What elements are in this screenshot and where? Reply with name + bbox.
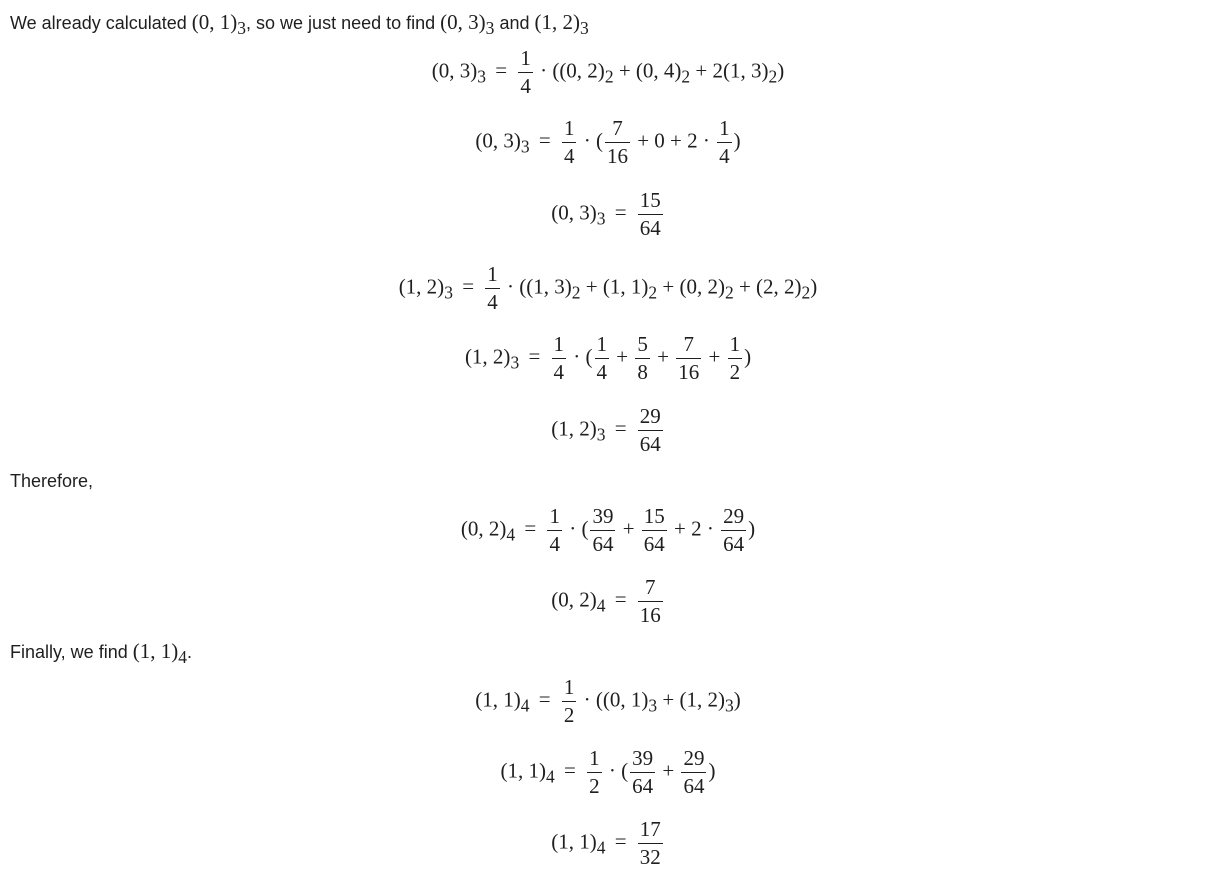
fraction: $\frac{7}{16}$ — [639, 575, 661, 627]
intro-text-1: We already calculated — [10, 13, 187, 33]
equation-1: (0, $3)_3$ = $\frac{1}{4}$ · ((0, $2)_2 + (0$, $4)_2 + 2(1$, $3)_2$) — [431, 46, 785, 98]
fraction: $\frac{29}{64}$ — [639, 404, 661, 456]
fraction: $\frac{5}{8}$ — [637, 332, 648, 384]
fraction: $\frac{39}{64}$ — [632, 746, 654, 798]
fraction: $\frac{1}{4}$ — [719, 116, 730, 168]
intro-math-2: (0, $3)_3$ — [440, 10, 495, 39]
fraction: $\frac{1}{4}$ — [596, 332, 608, 384]
fraction: $\frac{15}{64}$ — [643, 504, 665, 556]
fraction: $\frac{1}{4}$ — [487, 262, 498, 314]
fraction: $\frac{1}{2}$ — [729, 332, 741, 384]
intro-text-2: , so we just need to find — [246, 13, 436, 33]
finally-line: Finally, we find (1, $1)_4$. — [10, 639, 192, 668]
equation-2: (0, $3)_3$ = $\frac{1}{4}$ · ( $\frac{7}{16}$ + 0 + 2 · $\frac{1}{4}$ ) — [475, 116, 741, 168]
fraction: $\frac{1}{4}$ — [549, 504, 560, 556]
fraction: $\frac{29}{64}$ — [723, 504, 745, 556]
equation-4: (1, $2)_3$ = $\frac{1}{4}$ · ((1, $3)_2 + (1$, $1)_2 + (0$, $2)_2 + (2$, $2)_2$) — [398, 262, 818, 314]
fraction: $\frac{7}{16}$ — [606, 116, 628, 168]
fraction: $\frac{1}{2}$ — [589, 746, 600, 798]
fraction: $\frac{39}{64}$ — [592, 504, 614, 556]
intro-line — [10, 10, 589, 40]
equation-8: (0, $2)_4$ = $\frac{7}{16}$ — [551, 575, 661, 627]
fraction: $\frac{15}{64}$ — [639, 188, 661, 240]
fraction: $\frac{1}{2}$ — [563, 675, 575, 727]
intro-math-1: (0, $1)_3$ — [191, 10, 247, 39]
finally-text: Finally, we find — [10, 642, 128, 662]
finally-math: (1, $1)_4$ — [132, 639, 187, 668]
fraction: $\frac{1}{4}$ — [553, 332, 565, 384]
intro-text-3: and — [499, 13, 530, 33]
equation-6: (1, $2)_3$ = $\frac{29}{64}$ — [551, 404, 661, 456]
fraction: $\frac{1}{4}$ — [563, 116, 575, 168]
equation-7: (0, $2)_4$ = $\frac{1}{4}$ · ( $\frac{39}{64}$ + $\frac{15}{64}$ + 2 · $\frac{29}{64}$ ) — [460, 504, 756, 556]
equation-10: (1, $1)_4$ = $\frac{1}{2}$ · ( $\frac{39}{64}$ + $\frac{29}{64}$ ) — [500, 746, 716, 798]
equation-9: (1, $1)_4$ = $\frac{1}{2}$ · ((0, $1)_3 + (1$, $2)_3$) — [475, 675, 741, 727]
equation-11: (1, $1)_4$ = $\frac{17}{32}$ — [551, 817, 661, 869]
fraction: $\frac{17}{32}$ — [639, 817, 661, 869]
intro-math-3: (1, $2)_3$ — [534, 10, 589, 39]
equation-5: (1, $2)_3$ = $\frac{1}{4}$ · ( $\frac{1}{4}$ + $\frac{5}{8}$ + $\frac{7}{16}$ + $\frac{1}{2}$ ) — [464, 332, 752, 384]
fraction: $\frac{7}{16}$ — [678, 332, 700, 384]
equation-3: (0, $3)_3$ = $\frac{15}{64}$ — [551, 188, 661, 240]
fraction: $\frac{1}{4}$ — [520, 46, 531, 98]
fraction: $\frac{29}{64}$ — [683, 746, 705, 798]
therefore-text: Therefore, — [10, 471, 94, 491]
